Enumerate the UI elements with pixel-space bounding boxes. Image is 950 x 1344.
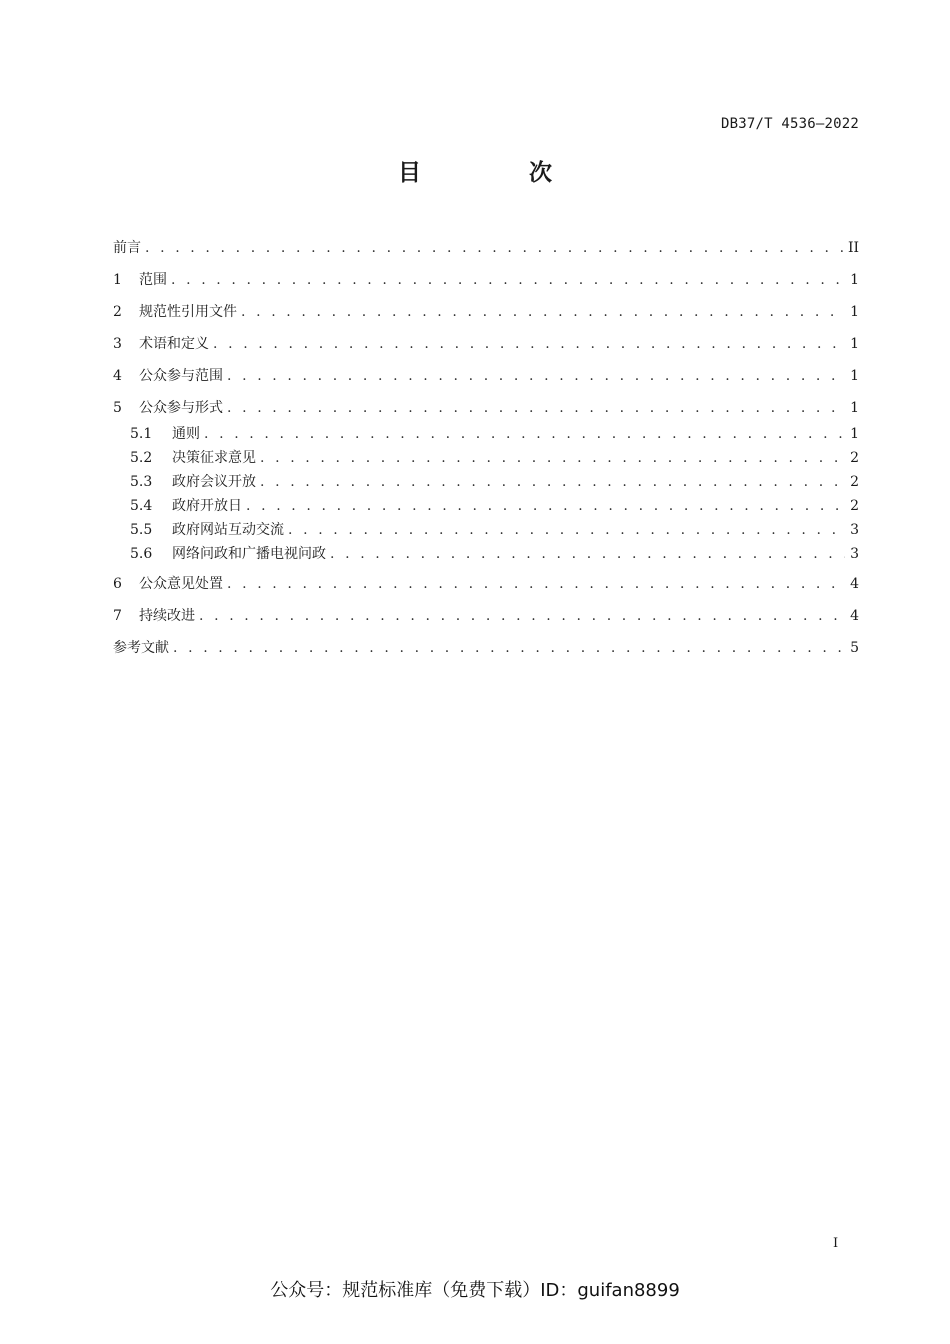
toc-entry-5-5[interactable] bbox=[113, 520, 859, 540]
toc-entry-number: 3 bbox=[113, 336, 122, 352]
toc-entry-page: 5 bbox=[850, 640, 859, 656]
toc-entry-label: 参考文献 bbox=[113, 640, 169, 656]
toc-entry-label: 范围 bbox=[139, 272, 167, 288]
toc-entry-page: 1 bbox=[850, 304, 859, 320]
toc-entry-number: 6 bbox=[113, 576, 122, 592]
toc-leader-dots bbox=[241, 302, 845, 322]
toc-entry-6[interactable] bbox=[113, 574, 859, 594]
toc-entry-page: 1 bbox=[850, 272, 859, 288]
footer-watermark: 公众号：规范标准库（免费下载）ID：guifan8899 bbox=[270, 1280, 680, 1301]
toc-entry-4[interactable] bbox=[113, 366, 859, 386]
toc-leader-dots bbox=[227, 574, 845, 594]
toc-entry-page: 3 bbox=[850, 546, 859, 562]
table-of-contents bbox=[113, 238, 859, 658]
toc-entry-label: 公众参与形式 bbox=[139, 400, 223, 416]
toc-entry-number: 5 bbox=[113, 400, 122, 416]
toc-entry-5-2[interactable] bbox=[113, 448, 859, 468]
toc-entry-label: 公众参与范围 bbox=[139, 368, 223, 384]
toc-entry-label: 公众意见处置 bbox=[139, 576, 223, 592]
toc-entry-label: 持续改进 bbox=[139, 608, 195, 624]
toc-entry-5-6[interactable] bbox=[113, 544, 859, 564]
toc-entry-5-1[interactable] bbox=[113, 424, 859, 444]
toc-leader-dots bbox=[173, 638, 845, 658]
toc-leader-dots bbox=[227, 398, 845, 418]
toc-entry-5-4[interactable] bbox=[113, 496, 859, 516]
toc-entry-label: 政府开放日 bbox=[172, 498, 242, 514]
toc-entry-page: 3 bbox=[850, 522, 859, 538]
toc-entry-label: 决策征求意见 bbox=[172, 450, 256, 466]
toc-entry-number: 1 bbox=[113, 272, 122, 288]
toc-leader-dots bbox=[204, 424, 845, 444]
toc-entry-page: 1 bbox=[850, 426, 859, 442]
toc-entry-label: 术语和定义 bbox=[139, 336, 209, 352]
toc-entry-number: 2 bbox=[113, 304, 122, 320]
toc-entry-number: 5.3 bbox=[130, 474, 153, 490]
toc-leader-dots bbox=[145, 238, 844, 258]
toc-entry-label: 通则 bbox=[172, 426, 200, 442]
toc-leader-dots bbox=[246, 496, 845, 516]
toc-entry-page: 2 bbox=[850, 498, 859, 514]
toc-entry-7[interactable] bbox=[113, 606, 859, 626]
toc-entry-number: 5.2 bbox=[130, 450, 153, 466]
toc-entry-number: 5.1 bbox=[130, 426, 153, 442]
toc-entry-page: II bbox=[847, 240, 859, 256]
page-number: I bbox=[833, 1236, 839, 1251]
toc-entry-page: 1 bbox=[850, 400, 859, 416]
toc-entry-3[interactable] bbox=[113, 334, 859, 354]
toc-leader-dots bbox=[260, 472, 845, 492]
toc-entry-number: 5.4 bbox=[130, 498, 153, 514]
toc-entry-page: 4 bbox=[850, 608, 859, 624]
toc-leader-dots bbox=[227, 366, 845, 386]
toc-entry-page: 1 bbox=[850, 336, 859, 352]
toc-entry-label: 政府网站互动交流 bbox=[172, 522, 284, 538]
toc-entry-label: 政府会议开放 bbox=[172, 474, 256, 490]
toc-entry-number: 5.5 bbox=[130, 522, 153, 538]
toc-leader-dots bbox=[330, 544, 845, 564]
toc-entry-page: 2 bbox=[850, 474, 859, 490]
toc-leader-dots bbox=[260, 448, 845, 468]
toc-entry-5-3[interactable] bbox=[113, 472, 859, 492]
toc-leader-dots bbox=[213, 334, 845, 354]
toc-entry-2[interactable] bbox=[113, 302, 859, 322]
toc-leader-dots bbox=[171, 270, 845, 290]
toc-entry-number: 7 bbox=[113, 608, 122, 624]
page-title: 目 次 bbox=[397, 160, 602, 186]
toc-entry-page: 4 bbox=[850, 576, 859, 592]
toc-entry-label: 规范性引用文件 bbox=[139, 304, 237, 320]
toc-entry-foreword[interactable] bbox=[113, 238, 859, 258]
toc-entry-number: 4 bbox=[113, 368, 122, 384]
toc-leader-dots bbox=[288, 520, 845, 540]
standard-code: DB37/T 4536—2022 bbox=[720, 116, 859, 132]
toc-entry-label: 前言 bbox=[113, 240, 141, 256]
toc-entry-references[interactable] bbox=[113, 638, 859, 658]
toc-entry-number: 5.6 bbox=[130, 546, 153, 562]
toc-entry-page: 1 bbox=[850, 368, 859, 384]
toc-entry-5[interactable] bbox=[113, 398, 859, 418]
toc-entry-page: 2 bbox=[850, 450, 859, 466]
toc-entry-1[interactable] bbox=[113, 270, 859, 290]
toc-entry-label: 网络问政和广播电视问政 bbox=[172, 546, 326, 562]
toc-leader-dots bbox=[199, 606, 845, 626]
